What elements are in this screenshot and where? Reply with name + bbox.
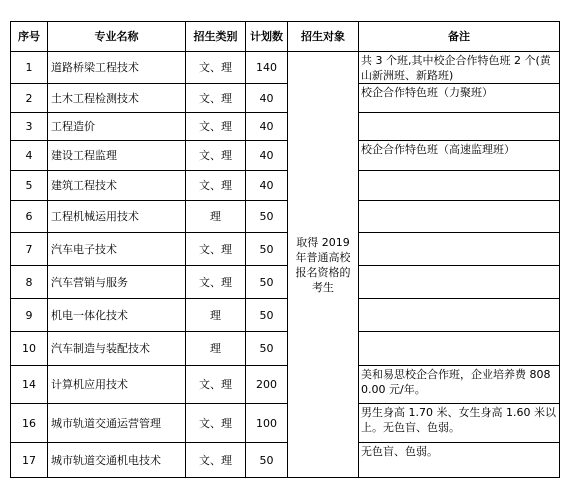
cell-category: 文、理: [186, 233, 246, 266]
cell-plan: 50: [246, 443, 288, 478]
table-row: [11, 404, 560, 443]
cell-plan: 40: [246, 84, 288, 113]
header-major: 专业名称: [48, 22, 186, 52]
cell-major: 工程机械运用技术: [48, 201, 186, 233]
cell-note: [359, 443, 560, 478]
cell-major: 城市轨道交通运营管理: [48, 404, 186, 443]
cell-category: 理: [186, 332, 246, 366]
cell-note: [359, 233, 560, 266]
table-row: [11, 332, 560, 366]
note-text: [361, 233, 559, 234]
header-plan: 计划数: [246, 22, 288, 52]
cell-seq: 3: [11, 113, 48, 141]
note-text: [361, 299, 559, 300]
cell-plan: 100: [246, 404, 288, 443]
cell-seq: 14: [11, 366, 48, 404]
cell-category: 理: [186, 201, 246, 233]
cell-plan: 50: [246, 201, 288, 233]
cell-plan: 40: [246, 141, 288, 171]
note-text: 校企合作特色班（力聚班）: [361, 86, 493, 99]
cell-note: [359, 171, 560, 201]
note-text: [361, 332, 559, 333]
cell-plan: 50: [246, 233, 288, 266]
cell-plan: 50: [246, 332, 288, 366]
cell-category: 文、理: [186, 171, 246, 201]
cell-category: 文、理: [186, 52, 246, 84]
cell-major: 计算机应用技术: [48, 366, 186, 404]
table-row: [11, 366, 560, 404]
cell-category: 文、理: [186, 404, 246, 443]
header-category: 招生类别: [186, 22, 246, 52]
cell-major: 机电一体化技术: [48, 299, 186, 332]
cell-seq: 6: [11, 201, 48, 233]
cell-plan: 200: [246, 366, 288, 404]
cell-category: 理: [186, 299, 246, 332]
table-row: [11, 171, 560, 201]
table-row: [11, 266, 560, 299]
cell-note: [359, 201, 560, 233]
cell-major: 城市轨道交通机电技术: [48, 443, 186, 478]
cell-major: 建筑工程技术: [48, 171, 186, 201]
note-text: [361, 171, 559, 172]
header-seq: 序号: [11, 22, 48, 52]
header-target: 招生对象: [288, 22, 359, 52]
note-text: [361, 113, 559, 114]
cell-note: [359, 332, 560, 366]
cell-category: 文、理: [186, 113, 246, 141]
table-row: [11, 299, 560, 332]
cell-seq: 5: [11, 171, 48, 201]
cell-major: 工程造价: [48, 113, 186, 141]
cell-major: 汽车电子技术: [48, 233, 186, 266]
cell-note: [359, 366, 560, 404]
header-note: 备注: [359, 22, 560, 52]
note-text: 美和易思校企合作班，企业培养费 8080.00 元/年。: [361, 368, 551, 396]
cell-note: [359, 84, 560, 113]
cell-plan: 140: [246, 52, 288, 84]
cell-note: [359, 266, 560, 299]
cell-note: [359, 141, 560, 171]
cell-seq: 17: [11, 443, 48, 478]
cell-major: 建设工程监理: [48, 141, 186, 171]
cell-seq: 7: [11, 233, 48, 266]
note-text: 共 3 个班,其中校企合作特色班 2 个(黄山新洲班、新路班): [361, 54, 551, 82]
note-text: 男生身高 1.70 米、女生身高 1.60 米以上。无色盲、色弱。: [361, 406, 556, 434]
note-text: 校企合作特色班（高速监理班）: [361, 143, 515, 156]
cell-major: 汽车制造与装配技术: [48, 332, 186, 366]
table-row: [11, 201, 560, 233]
cell-seq: 16: [11, 404, 48, 443]
cell-category: 文、理: [186, 366, 246, 404]
table-header-row: [11, 22, 560, 52]
table-row: [11, 141, 560, 171]
cell-seq: 9: [11, 299, 48, 332]
cell-note: [359, 299, 560, 332]
cell-category: 文、理: [186, 266, 246, 299]
table-row: [11, 113, 560, 141]
cell-seq: 2: [11, 84, 48, 113]
cell-category: 文、理: [186, 84, 246, 113]
cell-major: 汽车营销与服务: [48, 266, 186, 299]
cell-category: 文、理: [186, 443, 246, 478]
cell-seq: 10: [11, 332, 48, 366]
cell-category: 文、理: [186, 141, 246, 171]
note-text: [361, 201, 559, 202]
table-row: [11, 443, 560, 478]
cell-seq: 1: [11, 52, 48, 84]
cell-major: 道路桥梁工程技术: [48, 52, 186, 84]
enrollment-plan-table: [10, 21, 560, 478]
note-text: 无色盲、色弱。: [361, 445, 438, 458]
table-row: [11, 84, 560, 113]
cell-plan: 40: [246, 113, 288, 141]
cell-plan: 50: [246, 266, 288, 299]
cell-note: [359, 404, 560, 443]
table-row: [11, 233, 560, 266]
table-row: [11, 52, 560, 84]
cell-seq: 8: [11, 266, 48, 299]
cell-note: [359, 113, 560, 141]
cell-major: 土木工程检测技术: [48, 84, 186, 113]
cell-note: [359, 52, 560, 84]
note-text: [361, 266, 559, 267]
cell-seq: 4: [11, 141, 48, 171]
cell-target: 取得 2019 年普通高校报名资格的考生: [288, 52, 359, 478]
cell-plan: 50: [246, 299, 288, 332]
cell-plan: 40: [246, 171, 288, 201]
